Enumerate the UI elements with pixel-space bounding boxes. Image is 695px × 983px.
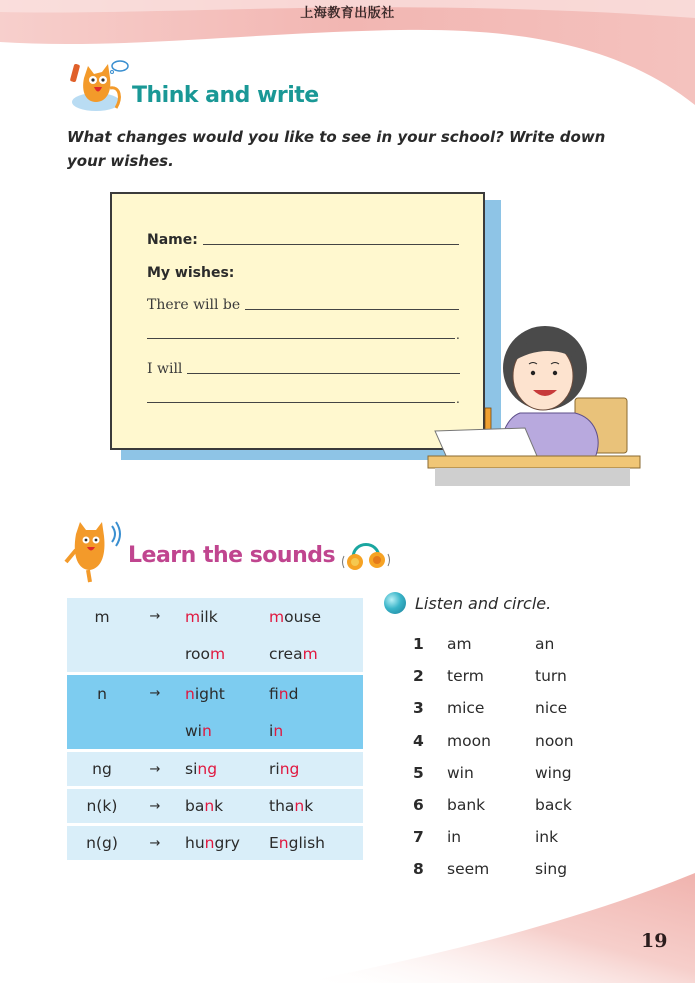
example-word: milk (185, 607, 218, 626)
period: . (456, 328, 460, 342)
example-word: night (185, 684, 225, 703)
example-word: room (185, 644, 226, 663)
listen-and-circle-title: Listen and circle. (415, 593, 552, 613)
list-item: 2 term turn (413, 660, 613, 692)
listen-and-circle-list (413, 628, 613, 886)
learn-the-sounds-header (64, 520, 393, 586)
table-row (67, 635, 363, 672)
table-row (67, 826, 363, 860)
list-item: 1 am an (413, 628, 613, 660)
word-option[interactable]: back (535, 796, 572, 815)
sound-group-nk (67, 789, 363, 823)
i-will-line-2 (147, 392, 460, 406)
example-word: in (269, 721, 284, 740)
cat-mascot-writing-icon (66, 58, 130, 116)
sound-group-ng (67, 752, 363, 786)
cat-mascot-listening-icon (64, 520, 126, 586)
table-row (67, 789, 363, 823)
i-will-label: I will (147, 361, 183, 377)
sound-group-m (67, 598, 363, 672)
there-will-be-blank-2[interactable] (147, 338, 455, 339)
example-word: hungry (185, 834, 240, 852)
think-and-write-header (66, 58, 319, 116)
think-and-write-title: Think and write (132, 83, 319, 108)
word-option[interactable]: noon (535, 731, 574, 750)
publisher-name: 上海教育出版社 (300, 6, 395, 21)
bottom-decorative-band (0, 873, 695, 983)
list-item: 7 in ink (413, 821, 613, 853)
sound-label: n(g) (86, 834, 118, 852)
example-word: win (185, 721, 212, 740)
word-option[interactable]: term (447, 667, 484, 686)
sound-label: n (97, 684, 107, 703)
i-will-line (147, 361, 460, 377)
example-word: mouse (269, 607, 322, 626)
arrow-icon: → (149, 686, 161, 701)
there-will-be-label: There will be (147, 297, 241, 313)
list-item: 3 mice nice (413, 692, 613, 724)
arrow-icon: → (149, 835, 161, 851)
table-row (67, 598, 363, 635)
name-label: Name: (147, 232, 198, 248)
word-option[interactable]: nice (535, 699, 568, 718)
girl-at-desk-illustration (425, 318, 645, 493)
word-option[interactable]: an (535, 635, 555, 654)
example-word: find (269, 684, 299, 703)
table-row (67, 675, 363, 712)
word-option[interactable]: wing (535, 763, 572, 782)
there-will-be-blank[interactable] (245, 309, 459, 310)
learn-the-sounds-title: Learn the sounds (128, 543, 336, 568)
arrow-icon: → (149, 798, 161, 814)
word-option[interactable]: bank (447, 796, 486, 815)
word-option[interactable]: sing (535, 860, 568, 879)
sound-group-n (67, 675, 363, 749)
example-word: ring (269, 760, 300, 778)
sound-label: m (94, 607, 110, 626)
page-number: 19 (641, 930, 668, 952)
sound-label: ng (92, 760, 112, 778)
word-option[interactable]: in (447, 828, 462, 847)
there-will-be-line-2 (147, 328, 460, 342)
headphones-icon (341, 534, 393, 574)
name-line (147, 232, 459, 248)
example-word: sing (185, 760, 218, 778)
word-option[interactable]: seem (447, 860, 490, 879)
list-item: 8 seem sing (413, 853, 613, 885)
name-blank[interactable] (203, 244, 459, 245)
arrow-icon: → (149, 609, 161, 624)
sound-label: n(k) (86, 797, 118, 815)
there-will-be-line (147, 297, 459, 313)
word-option[interactable]: win (447, 763, 474, 782)
i-will-blank-2[interactable] (147, 402, 455, 403)
example-word: bank (185, 797, 224, 815)
wishes-label: My wishes: (147, 265, 235, 281)
sound-group-ng-g (67, 826, 363, 860)
example-word: cream (269, 644, 318, 663)
arrow-icon: → (149, 761, 161, 777)
i-will-blank[interactable] (187, 373, 460, 374)
word-option[interactable]: turn (535, 667, 567, 686)
word-option[interactable]: ink (535, 828, 559, 847)
table-row (67, 712, 363, 749)
sounds-table (67, 598, 363, 863)
list-item: 4 moon noon (413, 725, 613, 757)
listen-and-circle-header (384, 592, 551, 614)
bullet-icon (384, 592, 406, 614)
example-word: English (269, 834, 325, 852)
instruction-text: What changes would you like to see in your school? Write down your wishes. (67, 128, 606, 170)
list-item: 6 bank back (413, 789, 613, 821)
example-word: thank (269, 797, 314, 815)
wishes-line (147, 265, 234, 281)
list-item: 5 win wing (413, 757, 613, 789)
word-option[interactable]: moon (447, 731, 491, 750)
period: . (456, 392, 460, 406)
table-row (67, 752, 363, 786)
word-option[interactable]: am (447, 635, 472, 654)
word-option[interactable]: mice (447, 699, 485, 718)
